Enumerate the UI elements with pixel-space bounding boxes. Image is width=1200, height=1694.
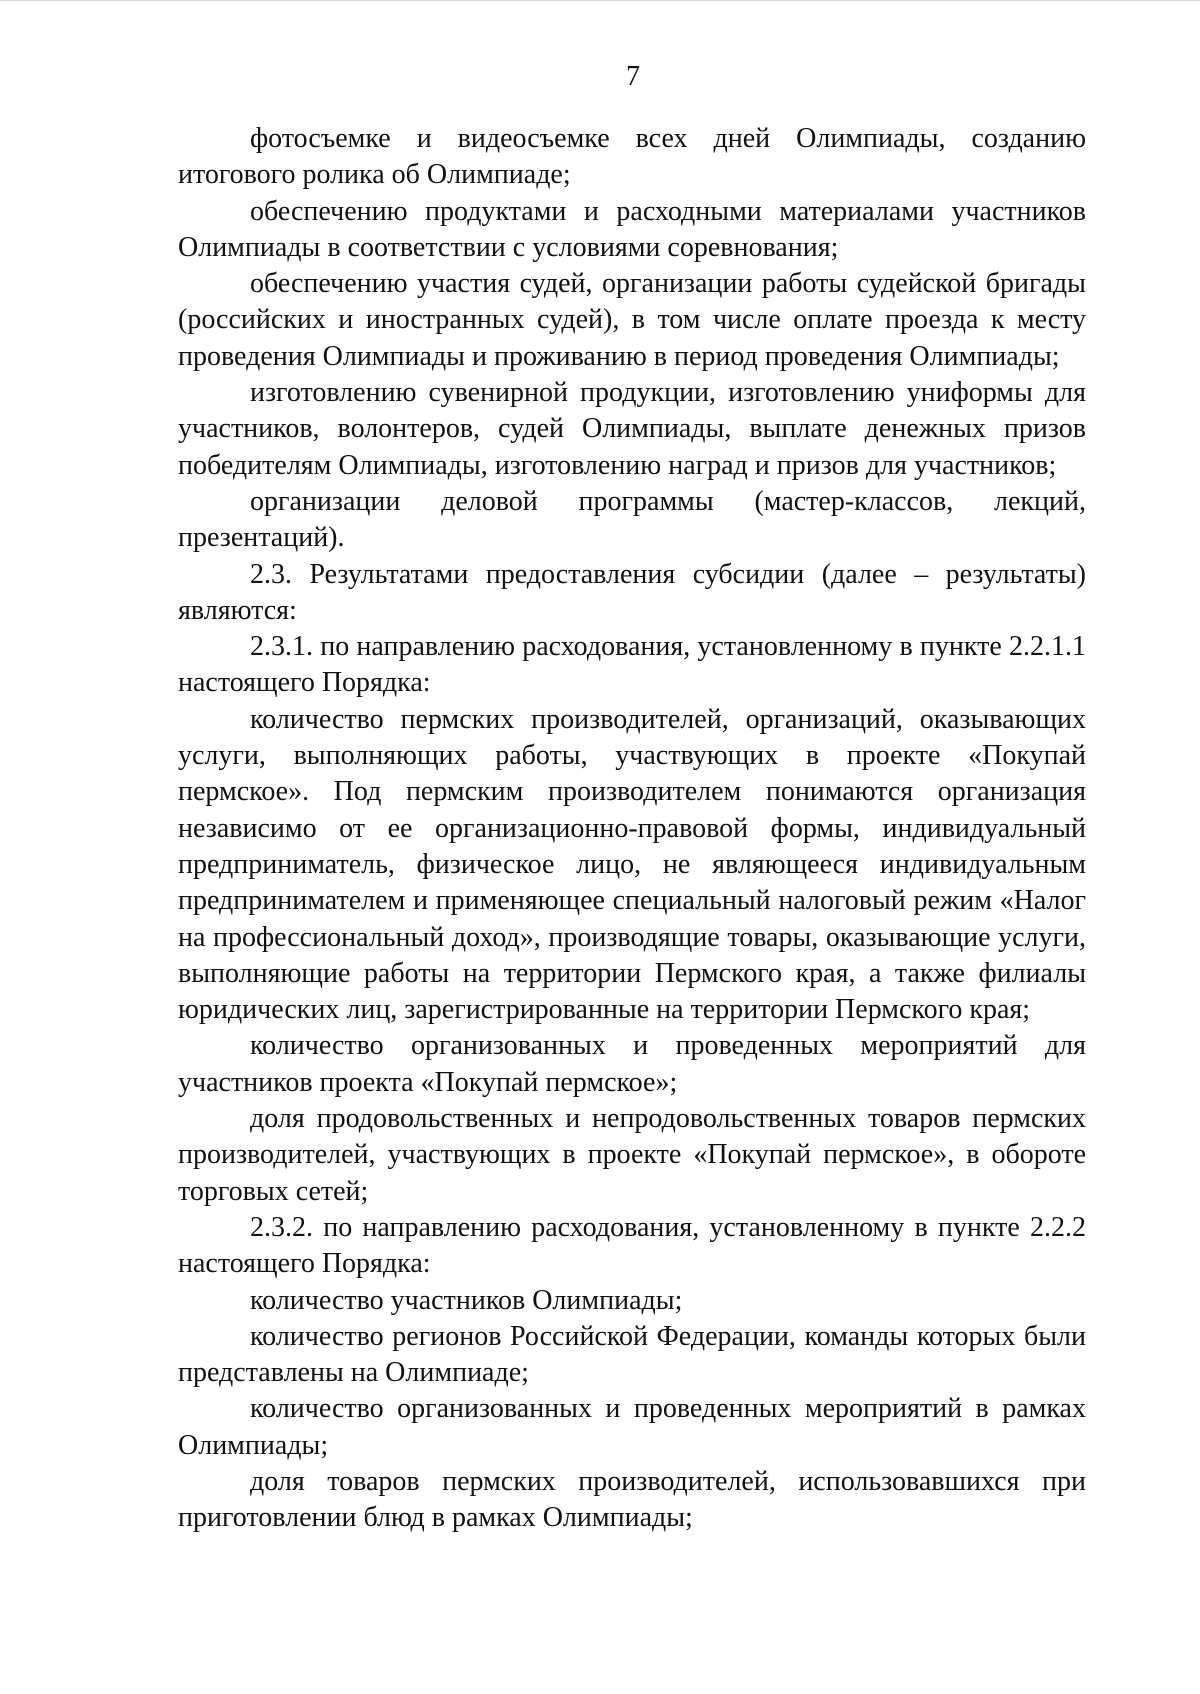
paragraph: 2.3.1. по направлению расходования, установленному в пункте 2.2.1.1 настоящего Порядка: — [178, 631, 1086, 699]
paragraph: организации деловой программы (мастер-классов, лекций, презентаций). — [178, 485, 1086, 554]
paragraph: количество участников Олимпиады; — [250, 1284, 683, 1316]
document-body — [178, 121, 1086, 1537]
paragraph: 2.3. Результатами предоставления субсидии (далее – результаты) являются: — [178, 558, 1086, 626]
paragraph: количество организованных и проведенных мероприятий в рамках Олимпиады; — [178, 1393, 1086, 1461]
paragraph: доля продовольственных и непродовольственных товаров пермских производителей, участвующих в проекте «Покупай пермское», в обороте торговых сетей; — [178, 1103, 1086, 1207]
paragraph: 2.3.2. по направлению расходования, установленному в пункте 2.2.2 настоящего Порядка: — [178, 1211, 1086, 1280]
paragraph: количество пермских производителей, организаций, оказывающих услуги, выполняющих работы, участвующих в проекте «Покупай пермское». Под пермским производителем понимаются организация независимо от ее организационно-правовой формы, индивидуальный предприниматель, физическое лицо, не являющееся индивидуальным предпринимателем и применяющее специальный налоговый режим «Налог на профессиональный доход», производящие товары, оказывающие услуги, выполняющие работы на территории Пермского края, а также филиалы юридических лиц, зарегистрированные на территории Пермского края; — [178, 703, 1086, 1026]
paragraph: изготовлению сувенирной продукции, изготовлению униформы для участников, волонтеров, судей Олимпиады, выплате денежных призов победителям Олимпиады, изготовлению наград и призов для участников; — [178, 377, 1086, 481]
paragraph: обеспечению продуктами и расходными материалами участников Олимпиады в соответствии с условиями соревнования; — [178, 195, 1086, 263]
page-number: 7 — [626, 61, 640, 92]
paragraph: количество регионов Российской Федерации, команды которых были представлены на Олимпиаде; — [178, 1320, 1086, 1389]
paragraph: количество организованных и проведенных мероприятий для участников проекта «Покупай пермское»; — [178, 1030, 1086, 1098]
paragraph: фотосъемке и видеосъемке всех дней Олимпиады, созданию итогового ролика об Олимпиаде; — [178, 123, 1086, 191]
paragraph: обеспечению участия судей, организации работы судейской бригады (российских и иностранных судей), в том числе оплате проезда к месту проведения Олимпиады и проживанию в период проведения Олимпиады; — [178, 268, 1086, 372]
paragraph: доля товаров пермских производителей, использовавшихся при приготовлении блюд в рамках Олимпиады; — [178, 1465, 1086, 1534]
